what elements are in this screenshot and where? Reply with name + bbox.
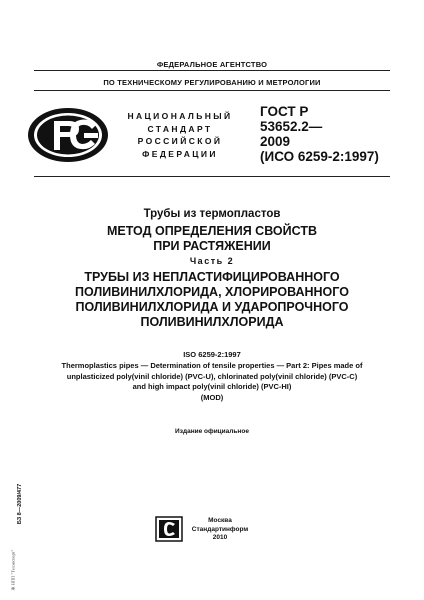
title-method (0, 224, 424, 254)
national-line: НАЦИОНАЛЬНЫЙ (127, 111, 233, 121)
divider-header (34, 90, 390, 91)
side-code-text: БЗ 8—2009/477 (17, 483, 23, 525)
side-code (14, 469, 26, 539)
gost-line: 2009 (260, 134, 291, 149)
title-subject-line: ПОЛИВИНИЛХЛОРИДА, ХЛОРИРОВАННОГО (75, 285, 349, 299)
publisher-name: Стандартинформ (191, 525, 249, 533)
title-subject (0, 270, 424, 330)
publisher-city: Москва (208, 517, 232, 524)
agency-line-2: ПО ТЕХНИЧЕСКОМУ РЕГУЛИРОВАНИЮ И МЕТРОЛОГИИ (103, 78, 321, 87)
english-title (0, 361, 424, 403)
title-method-line: ПРИ РАСТЯЖЕНИИ (153, 239, 271, 253)
national-line: РОССИЙСКОЙ (137, 136, 223, 146)
national-line: СТАНДАРТ (147, 123, 213, 134)
gost-line: (ИСО 6259-2:1997) (260, 149, 379, 164)
divider-standard (34, 176, 390, 177)
publisher-info (188, 517, 252, 543)
national-standard-label (116, 110, 244, 160)
iso-reference: ISO 6259-2:1997 (183, 350, 241, 359)
gost-line: 53652.2— (260, 119, 323, 134)
edition-label: Издание официальное (175, 428, 249, 435)
title-subject-line: ТРУБЫ ИЗ НЕПЛАСТИФИЦИРОВАННОГО (84, 270, 340, 284)
gost-line: ГОСТ Р (260, 104, 309, 119)
title-subject-line: ПОЛИВИНИЛХЛОРИДА И УДАРОПРОЧНОГО (75, 300, 349, 314)
english-title-line: (MOD) (200, 392, 224, 402)
gost-number (260, 104, 379, 164)
title-general: Трубы из термопластов (143, 208, 281, 220)
title-part: Часть 2 (189, 256, 235, 266)
gost-r-emblem-icon (26, 106, 110, 164)
agency-line-1: ФЕДЕРАЛЬНОЕ АГЕНТСТВО (156, 60, 268, 69)
side-copyright-text: Ж НПП "Техэксперт" (10, 549, 16, 591)
standartinform-logo-icon (155, 516, 183, 542)
divider-top (34, 70, 390, 71)
english-title-line: and high impact poly(vinil chloride) (PVC-HI) (132, 382, 292, 391)
title-subject-line: ПОЛИВИНИЛХЛОРИДА (140, 315, 284, 329)
national-line: ФЕДЕРАЦИИ (142, 148, 218, 159)
english-title-line: unplasticized poly(vinil chloride) (PVC-U), chlorinated poly(vinil chloride) (PVC-C) (66, 371, 358, 381)
title-method-line: МЕТОД ОПРЕДЕЛЕНИЯ СВОЙСТВ (106, 224, 318, 238)
publisher-year: 2010 (212, 534, 228, 541)
english-title-line: Thermoplastics pipes — Determination of tensile properties — Part 2: Pipes made of (61, 361, 363, 370)
side-copyright (8, 540, 18, 600)
